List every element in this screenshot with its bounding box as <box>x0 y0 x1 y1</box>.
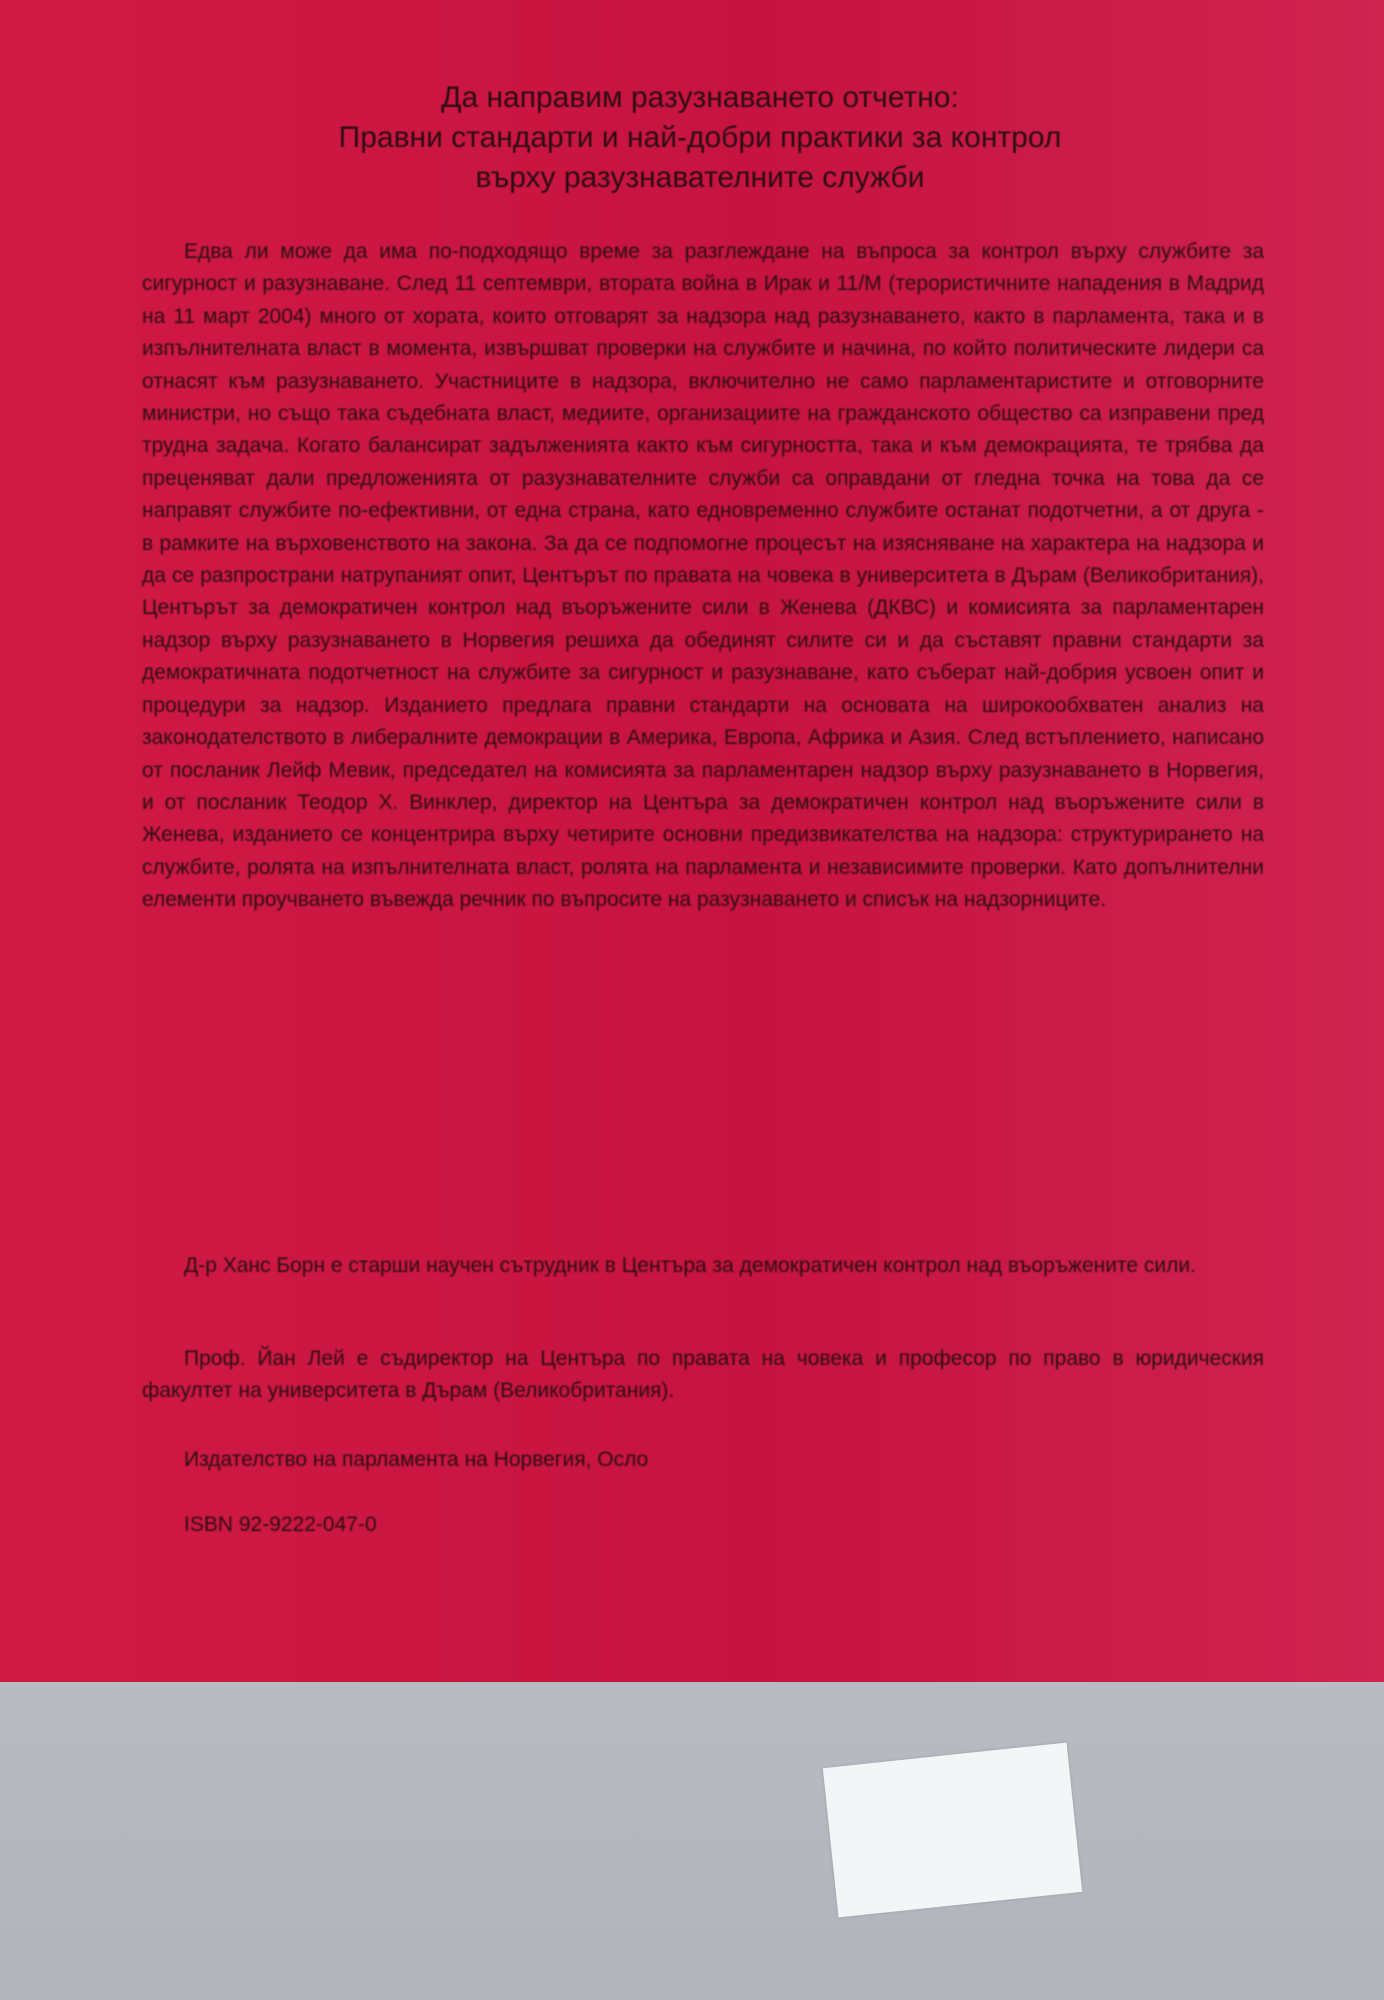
description-paragraph: Едва ли може да има по-подходящо време за разглеждане на въпроса за контрол върху службите за сигурност и разузнаване. След 11 септември, втората война в Ирак и 11/М (терористичните нападения в Мадрид на 11 март 2004) много от хората, които отговарят за надзора над разузнаването, както в парламента, така и в изпълнителната власт в момента, извършват проверки на службите и начина, по който политическите лидери са отнасят към разузнаването. Участниците в надзора, включително не само парламентаристите и отговорните министри, но също така съдебната власт, медиите, организациите на гражданското общество са изправени пред трудна задача. Когато балансират задълженията както към сигурността, така и към демокрацията, те трябва да преценяват дали предложенията от разузнавателните служби са оправдани от гледна точка на това да се направят службите по-ефективни, от една страна, като едновременно службите останат подотчетни, а от друга - в рамките на върховенството на закона. За да се подпомогне процесът на изясняване на характера на надзора и да се разпространи натрупаният опит, Центърът по правата на човека в университета в Дърам (Великобритания), Центърът за демократичен контрол над въоръжените сили в Женева (ДКВС) и комисията за парламентарен надзор върху разузнаването в Норвегия решиха да обединят силите си и да съставят правни стандарти за демократичната подотчетност на службите за сигурност и разузнаване, като съберат най-добрия усвоен опит и процедури за надзор. Изданието предлага правни стандарти на основата на широкообхватен анализ на законодателството в либералните демокрации в Америка, Европа, Африка и Азия. След встъплението, написано от посланик Лейф Мевик, председател на комисията за парламентарен надзор върху разузнаването в Норвегия, и от посланик Теодор Х. Винклер, директор на Центъра за демократичен контрол над въоръжените сили в Женева, изданието се концентрира върху четирите основни предизвикателства на надзора: структурирането на службите, ролята на изпълнителната власт, ролята на парламента и независимите проверки. Като допълнителни елементи проучването въвежда речник по въпросите на разузнаването и списък на надзорниците. <box>142 240 1264 912</box>
title-line-2: Правни стандарти и най-добри практики за контрол <box>338 121 1062 154</box>
author-born-paragraph: Д-р Ханс Борн е старши научен сътрудник в Центъра за демократичен контрол над въоръжените сили. <box>184 1254 1196 1277</box>
author-leigh-paragraph: Проф. Йан Лей е съдиректор на Центъра по правата на човека и професор по право в юридическия факултет на университета в Дърам (Великобритания). <box>142 1347 1264 1403</box>
title-line-1: Да направим разузнаването отчетно: <box>441 81 959 114</box>
price-sticker <box>823 1743 1082 1918</box>
isbn-line: ISBN 92-9222-047-0 <box>184 1513 377 1536</box>
cover-grey-strip <box>0 1682 1384 2000</box>
publisher-line: Издателство на парламента на Норвегия, Осло <box>184 1448 649 1471</box>
book-title <box>150 78 1250 198</box>
title-line-3: върху разузнавателните служби <box>475 161 925 194</box>
